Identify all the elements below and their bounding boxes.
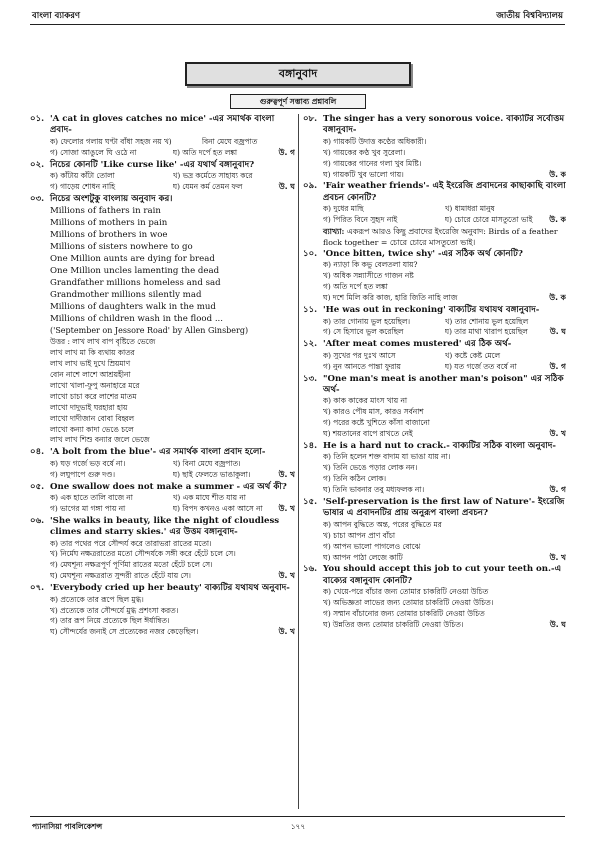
answer-key: উ. ক xyxy=(549,169,566,179)
question-12 xyxy=(303,339,566,372)
option: ঘ) অতি দর্পে হত লঙ্কা xyxy=(172,147,237,157)
question-10 xyxy=(303,249,566,304)
question-11 xyxy=(303,305,566,338)
option: গ) আপন ভালো পাগলেও বোঝে xyxy=(323,541,421,551)
answer-line: লাখ লাখ ভাই দুখে ম্রিয়মাণ xyxy=(50,359,131,369)
question-text: 'Fair weather friends'- এই ইংরেজি প্রবাদনের কাছাকাছি বাংলা প্রবচন কোনটি? xyxy=(323,181,566,203)
option: খ) অধিক সন্ন্যাসীতে গাজন নষ্ট xyxy=(323,271,414,281)
option: ঘ) তার মাথা খারাপ হয়েছিল xyxy=(444,327,528,337)
option: ঘ) তিনি ভাবনার তবু মধ্যফলক না। xyxy=(323,485,425,495)
explanation-text: একরূপ আরও কিছু প্রবাদের ইংরেজি অনুবাদ: Birds of a feather flock together = চোরে চোরে মাসতুতো ভাই। xyxy=(323,227,558,248)
question-number: ০৮. xyxy=(303,114,318,124)
question-6 xyxy=(30,516,295,582)
option: ঘ) ছাই ফেলতে ভাঙাকুলা। xyxy=(172,469,251,479)
option: ঘ) সৌন্দর্যের জন্যই সে প্রত্যেকের নজর কেড়েছিল। xyxy=(50,627,199,637)
question-number: ১১. xyxy=(303,305,318,316)
option: ঘ) মেঘশূন্য নক্ষত্ররাত সুন্দরী রাতে হেঁটে যায় সে। xyxy=(50,571,191,581)
answer-line: লাখ লাখ মা কি ব্যথায় কাতর xyxy=(50,348,135,358)
option: খ) প্রত্যেকে তার সৌন্দর্যে মুগ্ধ প্রশংসা করত। xyxy=(50,605,179,615)
option: খ) ভদ্র কর্মেতে সাহায্য করে xyxy=(172,171,253,181)
option: ক) দুধের মাছি xyxy=(323,204,364,214)
option: ক) কাক কাকের মাংস খায় না xyxy=(323,396,408,406)
answer-key: উ. খ xyxy=(278,503,295,513)
answer-key: উ. খ xyxy=(278,571,295,581)
poem-line: Grandfather millions homeless and sad xyxy=(50,278,221,289)
answer-line: লাখো দাদুভাই ঘরহারা হায় xyxy=(50,402,128,412)
question-13 xyxy=(303,374,566,440)
answer-key: উ. ঘ xyxy=(549,327,566,337)
question-number: ১৬. xyxy=(303,564,318,575)
poem-line: One Million uncles lamenting the dead xyxy=(50,266,220,277)
answer-line: লাখো দাদীজান বোবা বিহ্বল xyxy=(50,413,135,423)
answer-line: লাখো খালা-ফুপু অনাহারে মরে xyxy=(50,380,140,390)
option: ক) এক হাতে তালি বাজে না xyxy=(50,492,133,502)
answer-line: লাখ লাখ শিশু বন্যার জলে ভেজে xyxy=(50,435,150,445)
section-subtitle: গুরুত্বপূর্ণ সম্ভাব্য প্রশ্নাবলি xyxy=(230,94,366,109)
question-text: One swallow does not make a summer - এর অর্থ কী? xyxy=(50,481,287,492)
option: ক) গায়কটি উদাত্ত কণ্ঠের অধিকারী। xyxy=(323,136,427,146)
option: ঘ) উন্নতির জন্য তোমার চাকরিটি নেওয়া উচিত। xyxy=(323,619,464,629)
question-text: 'She walks in beauty, like the night of cloudless climes and starry skies.' এর উত্তম বঙ্গানুবাদ- xyxy=(50,515,280,538)
running-header xyxy=(30,6,565,22)
poem-line: Millions of mothers in pain xyxy=(50,218,168,229)
option: গ) সোজা আঙুলে ঘি ওঠে না xyxy=(50,147,137,157)
question-number: ১০. xyxy=(303,249,318,260)
option: খ) নির্মেঘ নক্ষত্ররাতের মতো সৌন্দর্যকে সঙ্গী করে হেঁটে চলে সে। xyxy=(50,549,236,559)
question-columns xyxy=(30,114,566,809)
question-8 xyxy=(303,114,566,180)
publisher-name: প্যানাসিয়া পাবলিকেশন্স xyxy=(32,822,103,831)
option: খ) বিনা মেঘে বজ্রপাত। xyxy=(172,458,241,468)
option: ক) খেয়ে-পরে বাঁচার জন্য তোমার চাকরিটি নেওয়া উচিত xyxy=(323,587,489,597)
question-15 xyxy=(303,497,566,563)
chapter-title: বঙ্গানুবাদ xyxy=(185,62,411,86)
answer-line: বোন নাশে লাশে আশ্রয়হীনা xyxy=(50,369,131,379)
question-text: 'A bolt from the blue'- এর সমার্থক বাংলা প্রবাদ হলো- xyxy=(50,447,266,458)
question-number: ০৪. xyxy=(30,447,45,458)
option: গ) নুন আনতে পান্তা ফুরায় xyxy=(323,361,401,371)
option: ঘ) চোরে চোরে মাসতুতো ভাই xyxy=(444,215,533,225)
option: গ) গাড়েয় শোধন নাহি xyxy=(50,181,115,191)
question-number: ০৭. xyxy=(30,583,45,594)
option: গ) লঘুপাপে গুরু দণ্ড। xyxy=(50,469,116,479)
option: ক) সুখের পর দুঃখ আসে xyxy=(323,350,396,360)
option: খ) চাচা আপন প্রাণ বাঁচা xyxy=(323,530,395,540)
question-text: "One man's meat is another man's poison" এর সঠিক অর্থ- xyxy=(323,373,564,395)
question-text: 'After meat comes mustered' এর ঠিক অর্থ- xyxy=(323,339,512,350)
question-2 xyxy=(30,160,295,193)
option: খ) গায়কের কণ্ঠ খুব সুরেলা। xyxy=(323,147,406,157)
option: গ) তিনি কঠিন লোক। xyxy=(323,474,387,484)
question-number: ০৯. xyxy=(303,181,318,192)
option: গ) তার রূপ নিয়ে প্রত্যেকে ছিল ঈর্ষান্বিত। xyxy=(50,616,170,626)
option: গ) গায়কের গানের গলা খুব মিষ্টি। xyxy=(323,158,422,168)
option: ক) প্রত্যেকে তার রূপে ছিল মুগ্ধ। xyxy=(50,594,144,604)
question-1 xyxy=(30,114,295,159)
option: ঘ) আপন পাঠা লেজে কাটি xyxy=(323,552,403,562)
question-number: ০২. xyxy=(30,159,45,170)
option: ক) কাঁটায় কাঁটা তোলা xyxy=(50,171,115,181)
answer-key: উ. খ xyxy=(549,552,566,562)
question-text: 'Self-preservation is the first law of Nature'- ইংরেজি ভাষার এ প্রবাদনটির প্রায় অনুরূপ বাংলা প্রবচন? xyxy=(323,497,565,519)
answer-key: উ. গ xyxy=(278,147,295,157)
option: ঘ) গায়কটি খুব ভালো গায়। xyxy=(323,169,404,179)
option: খ) অভিজ্ঞতা লাভের জন্য তোমার চাকরিটি নেওয়া উচিত। xyxy=(323,598,494,608)
option: খ) তিনি ভেঙে পড়ার লোক নন। xyxy=(323,463,418,473)
poem-line: Millions of brothers in woe xyxy=(50,230,168,241)
page-number: ১৭৭ xyxy=(290,822,306,831)
option: খ) কারও পৌষ মাস, কারও সর্বনাশ xyxy=(323,407,424,417)
option: খ) এক মাঘে শীত যায় না xyxy=(172,492,246,502)
answer-key: উ. খ xyxy=(278,469,295,479)
answer-key: উ. ঘ xyxy=(549,619,566,629)
question-16 xyxy=(303,564,566,630)
poem-line: One Million aunts are dying for bread xyxy=(50,254,215,265)
question-text: 'Once bitten, twice shy' -এর সঠিক অর্থ কোনটি? xyxy=(323,249,523,260)
question-text: He is a hard nut to crack.- বাক্যটির সঠিক বাংলা অনুবাদ- xyxy=(323,440,556,451)
option: ঘ) যত গর্জে তত বর্ষে না xyxy=(444,361,517,371)
answer-key: উ. ক xyxy=(549,215,566,225)
poem-line: Millions of children wash in the flood ... xyxy=(50,314,224,325)
option: ঘ) শয়তানের বাপে রাখতে নেই xyxy=(323,429,413,439)
answer-key: উ. খ xyxy=(278,627,295,637)
option: ঘ) দশে মিলি করি কাজ, হারি জিতি নাহি লাজ xyxy=(323,293,458,303)
answer-key: উ. ক xyxy=(549,293,566,303)
option: গ) ভাগের মা গঙ্গা পায় না xyxy=(50,503,126,513)
question-number: ১৪. xyxy=(303,440,318,451)
option: খ) কষ্টে কেষ্ট মেলে xyxy=(444,350,501,360)
poem-line: Millions of daughters walk in the mud xyxy=(50,302,216,313)
footer-rule xyxy=(30,816,565,817)
option: ক) তিনি হলেন শক্ত বাদাম যা ভাঙা যায় না। xyxy=(323,452,451,462)
question-text: The singer has a very sonorous voice. বাক্যটির সর্বোত্তম বঙ্গানুবাদ- xyxy=(323,114,565,136)
question-text: 'A cat in gloves catches no mice' -এর সমার্থক বাংলা প্রবাদ- xyxy=(50,114,275,136)
question-number: ০৩. xyxy=(30,193,45,204)
option: বিনা মেঘে বজ্রপাত xyxy=(201,136,258,146)
option: ক) ফেলোর গলায় ঘণ্টা বাঁধা সহজ নয় খ) xyxy=(50,136,172,146)
question-number: ১৫. xyxy=(303,497,318,507)
option: ক) তার গোনায় ভুল হয়েছিল। xyxy=(323,316,411,326)
poem-line: Millions of fathers in rain xyxy=(50,206,161,217)
option: ক) আপন বুদ্ধিতে অন্ত, পরের বুদ্ধিতে মর xyxy=(323,519,442,529)
question-text: নিচের কোনটি 'Like curse like' -এর যথার্থ বঙ্গানুবাদ? xyxy=(50,159,255,170)
question-text: You should accept this job to cut your teeth on.-এ বাক্যের বঙ্গানুবাদ কোনটি? xyxy=(323,564,562,586)
question-number: ১২. xyxy=(303,339,318,350)
option: গ) পিরিত বিনে সুহৃদ নাই xyxy=(323,215,398,225)
question-4 xyxy=(30,447,295,480)
option: ক) ঘড় গর্জে ভড় বর্ষে না। xyxy=(50,458,126,468)
header-rule xyxy=(30,24,565,25)
question-text: 'Everybody cried up her beauty' বাক্যটির যথাযথ অনুবাদ- xyxy=(50,583,290,594)
question-9 xyxy=(303,181,566,248)
question-number: ০৬. xyxy=(30,515,45,526)
question-5 xyxy=(30,482,295,515)
question-number: ০৫. xyxy=(30,481,45,492)
answer-key: উ. ঘ xyxy=(278,181,295,191)
header-university: জাতীয় বিশ্ববিদ্যালয় xyxy=(496,11,563,21)
answer-key: উ. খ xyxy=(549,429,566,439)
option: ক) তার পথের পরে সৌন্দর্য করে তারাভরা রাতের মতো। xyxy=(50,538,212,548)
option: ক) ন্যাড়া কি কভু বেলতলা যায়? xyxy=(323,260,418,270)
question-7 xyxy=(30,583,295,638)
option: গ) অতি দর্পে হত লঙ্কা xyxy=(323,282,388,292)
explanation xyxy=(303,226,566,248)
option: ঘ) বিপদ কখনও একা আসে না xyxy=(172,503,263,513)
answer-key: উ. গ xyxy=(549,485,566,495)
explanation-label: ব্যাখ্যা: xyxy=(323,227,345,237)
option: খ) তার শোনায় ভুল হয়েছিল xyxy=(444,316,529,326)
question-number: ০১. xyxy=(30,114,45,124)
option: গ) মেঘশূন্য নক্ষত্রপূর্ণ পূর্ণিমা রাতের মতো হেঁটে চলে সে। xyxy=(50,560,213,570)
answer-line: লাখো চাচা করে লাশের মাতম xyxy=(50,391,137,401)
question-number: ১৩. xyxy=(303,373,318,384)
poem-excerpt xyxy=(30,205,295,337)
answer-line: উত্তর : লাখ লাখ বাপ বৃষ্টিতে ভেজে xyxy=(50,337,156,347)
option: খ) ধামাধরা মানুষ xyxy=(444,204,495,214)
answer-key: উ. গ xyxy=(549,361,566,371)
poem-line: Grandmother millions silently mad xyxy=(50,290,202,301)
question-text: নিচের অংশটুকু বাংলায় অনুবাদ কর। xyxy=(50,193,173,204)
header-book-title: বাংলা ব্যাকরণ xyxy=(32,11,81,21)
poem-line: Millions of sisters nowhere to go xyxy=(50,242,193,253)
option: গ) সম্মান বাঁচানোর জন্য তোমার চাকরিটি নেওয়া উচিত xyxy=(323,609,485,619)
option: ঘ) যেমন কর্ম তেমন ফল xyxy=(172,181,243,191)
option: গ) পরের কষ্টে খুশিতে কাঁসা বাজানো xyxy=(323,418,430,428)
translation-answer xyxy=(30,337,295,446)
question-text: 'He was out in reckoning' বাক্যটির যথাযথ বঙ্গানুবাদ- xyxy=(323,305,540,316)
question-3 xyxy=(30,194,295,446)
right-column xyxy=(303,114,566,809)
option: গ) সে হিসাবে ভুল করেছিল xyxy=(323,327,404,337)
question-14 xyxy=(303,441,566,496)
left-column xyxy=(30,114,295,809)
answer-line: লাখো কন্যা কাদা ভেঙে চলে xyxy=(50,424,134,434)
poem-citation: ('September on Jessore Road' by Allen Ginsberg) xyxy=(50,326,249,336)
